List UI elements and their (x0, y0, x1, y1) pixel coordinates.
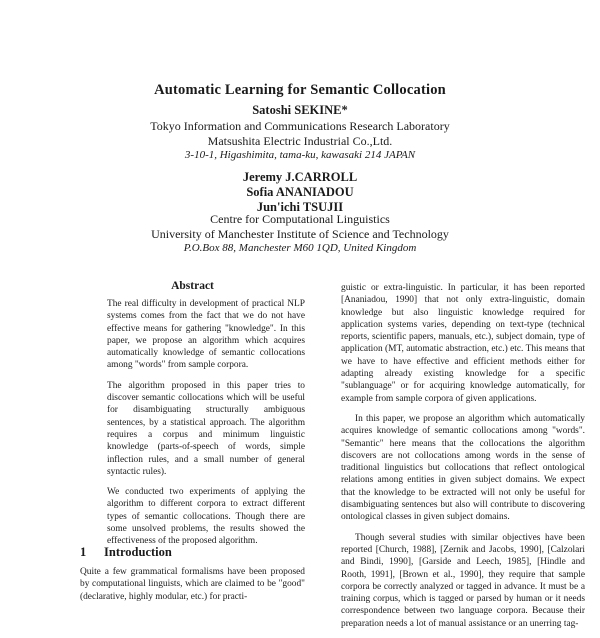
author-carroll: Jeremy J.CARROLL (242, 170, 358, 184)
body-paragraph: guistic or extra-linguistic. In particular, it has been reported [Ananiadou, 1990] that not only extra-linguistic, domain knowledge but also linguistic knowledge required for application systems varies, depending on text-type (technical reports, scientific papers, manuals, etc.), subject domain, type of application (MT, automatic abstraction, etc.) etc. This means that we have to have effective and efficient methods either for adapting already existing knowledge for a specific "sublanguage" or for acquiring knowledge automatically, for example from sample corpora of given applications. (341, 283, 585, 404)
address-japan: 3-10-1, Higashimita, tama-ku, kawasaki 214 JAPAN (184, 149, 416, 161)
affiliation-matsushita (0, 119, 600, 149)
author-ananiadou: Sofia ANANIADOU (246, 185, 354, 199)
abstract-paragraph: The real difficulty in development of practical NLP systems comes from the fact that we do not have effective means for gathering "knowledge". In this paper, we propose an algorithm which acquires automatically knowledge of semantic collocations among "words" from sample corpora. (107, 299, 305, 371)
author-list-umist (0, 170, 600, 215)
section-number: 1 (80, 545, 87, 559)
affiliation-line: University of Manchester Institute of Science and Technology (151, 227, 449, 241)
section-title: Introduction (104, 545, 172, 559)
affiliation-umist (0, 212, 600, 242)
abstract-body (107, 298, 305, 556)
author-sekine: Satoshi SEKINE* (252, 103, 348, 117)
author-tsujii: Jun'ichi TSUJII (256, 200, 344, 214)
body-paragraph: In this paper, we propose an algorithm which automatically acquires knowledge of semantic collocations among "words". "Semantic" here means that the collocations the algorithm discovers are not collocations among words in the sense of traditional linguistics but collocations that reflect ontological relations among entities in given subject domains. We expect that the knowledge to be extracted will not only be useful for disambiguating sentences but also will contribute to discovering ontological classes in given subject domains. (341, 413, 585, 523)
affiliation-line: Tokyo Information and Communications Research Laboratory (150, 119, 450, 133)
introduction-body (80, 566, 305, 611)
abstract-paragraph: We conducted two experiments of applying the algorithm to different corpora to extract different types of semantic collocations. Though there are some unsolved problems, the results showed the effectiveness of the proposed algorithm. (107, 487, 305, 547)
section-heading-introduction (80, 545, 172, 560)
address-uk: P.O.Box 88, Manchester M60 1QD, United Kingdom (183, 242, 417, 254)
abstract-heading: Abstract (171, 280, 214, 292)
affiliation-line: Centre for Computational Linguistics (210, 212, 390, 226)
body-paragraph: Though several studies with similar objectives have been reported [Church, 1988], [Zernik and Jacobs, 1990], [Calzolari and Bindi, 1990], [Garside and Leech, 1985], [Hindle and Rooth, 1991], [Brown et al., 1990], they require that sample corpora be correctly analyzed or tagged in advance. It must be a training corpus, which is tagged or parsed by human or it needs correspondence between two language corpora. Because their preparation needs a lot of manual assistance or an unerring tag- (341, 532, 585, 629)
paper-title: Automatic Learning for Semantic Collocation (154, 82, 446, 98)
right-column-body (341, 282, 585, 638)
introduction-paragraph: Quite a few grammatical formalisms have been proposed by computational linguists, which are claimed to be "good" (declarative, highly modular, etc.) for practi- (80, 567, 305, 602)
affiliation-line: Matsushita Electric Industrial Co.,Ltd. (207, 134, 393, 148)
abstract-paragraph: The algorithm proposed in this paper tries to discover semantic collocations which will be useful for disambiguating structurally ambiguous sentences, by a statistical approach. The algorithm requires a corpus and minimum linguistic knowledge (parts-of-speech of words, simple inflection rules, and a small number of general syntactic rules). (107, 380, 305, 477)
